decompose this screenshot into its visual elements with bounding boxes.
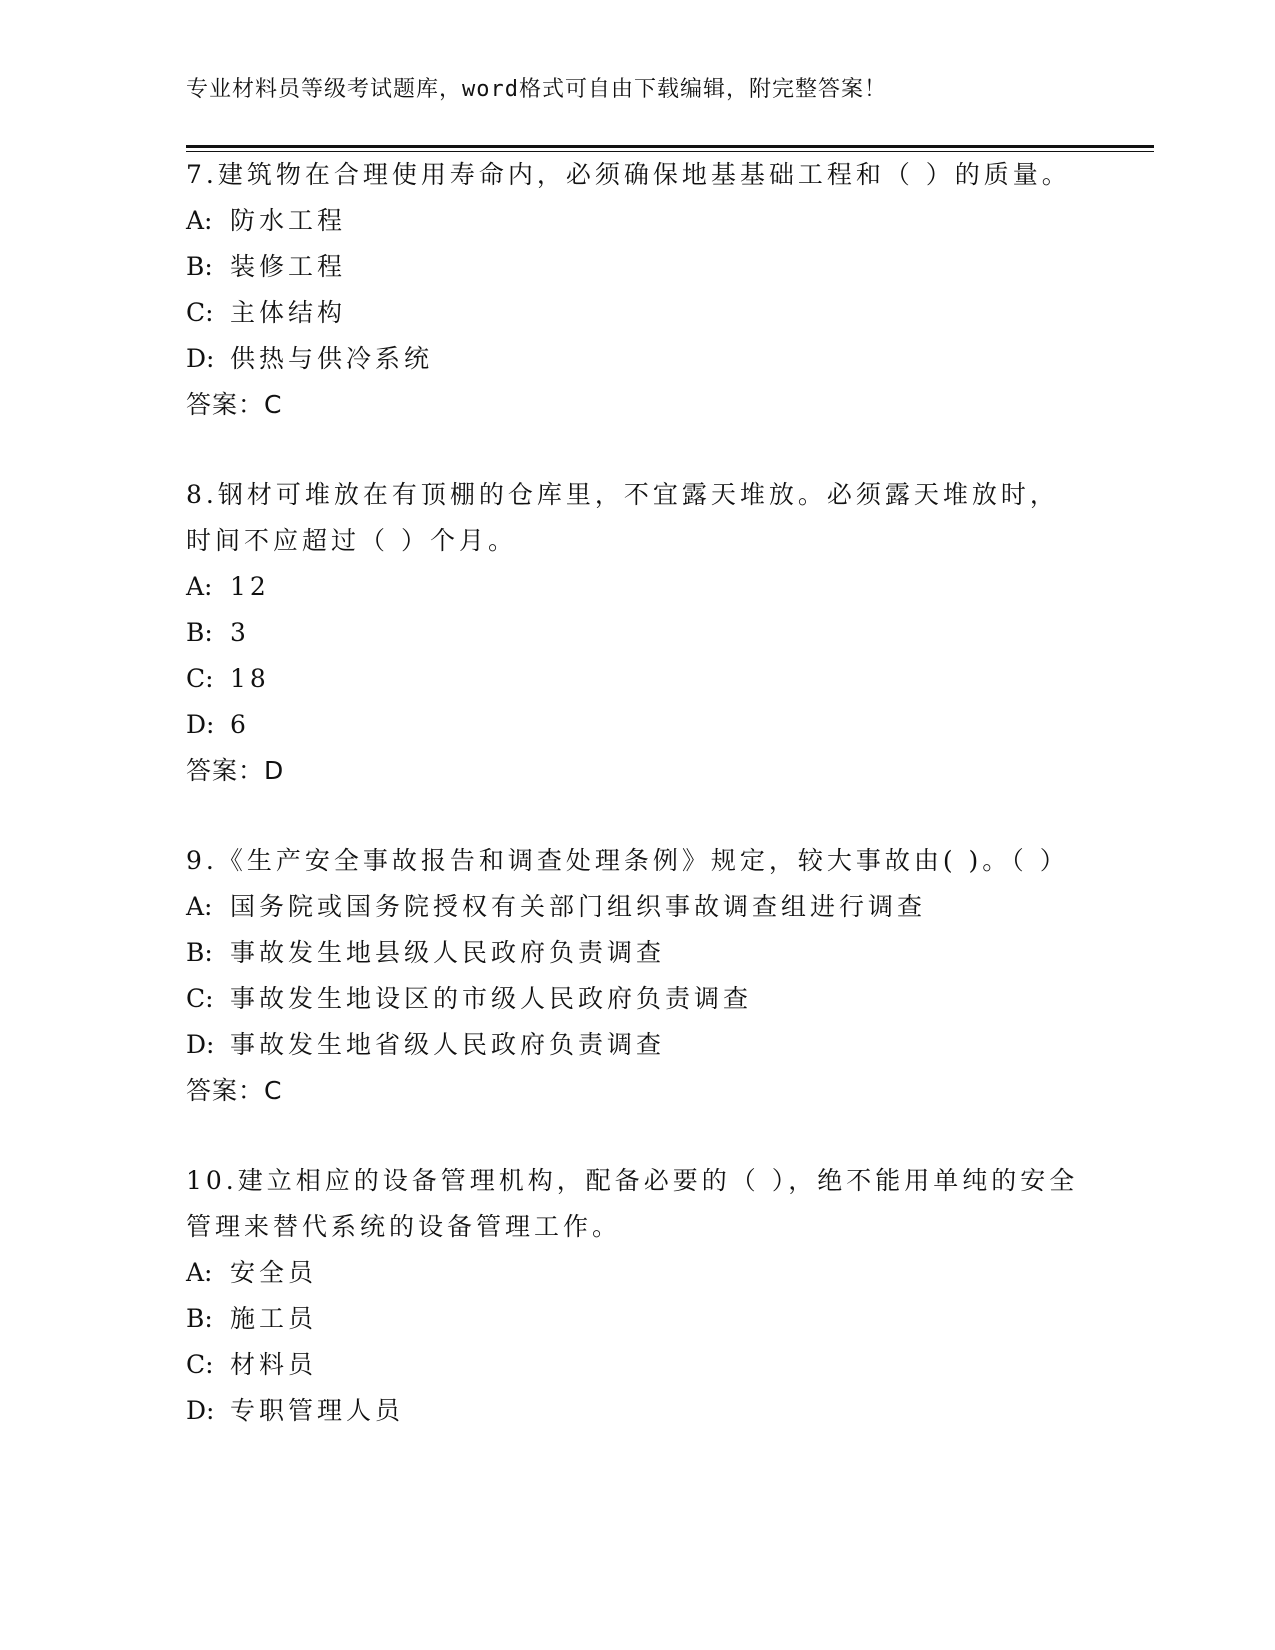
option-d [186, 1388, 1086, 1434]
option-letter: A: [186, 206, 213, 235]
option-c [186, 656, 1086, 702]
option-b [186, 244, 1086, 290]
option-letter: C: [186, 298, 214, 327]
spacer [186, 794, 1086, 838]
spacer [186, 428, 1086, 472]
header-rule-thick [186, 145, 1154, 148]
question-7 [186, 152, 1086, 428]
option-text: 专职管理人员 [230, 1396, 405, 1425]
page-header: 专业材料员等级考试题库，word格式可自由下载编辑，附完整答案！ [186, 77, 887, 102]
option-b [186, 930, 1086, 976]
option-text: 防水工程 [230, 206, 347, 235]
option-letter: B: [186, 938, 213, 967]
answer-label: 答案：C [186, 1076, 283, 1105]
option-letter: D: [186, 1396, 215, 1425]
answer-label: 答案：D [186, 756, 285, 785]
option-text: 事故发生地省级人民政府负责调查 [230, 1030, 666, 1059]
option-text: 6 [230, 710, 250, 739]
option-d [186, 702, 1086, 748]
option-text: 事故发生地设区的市级人民政府负责调查 [230, 984, 753, 1013]
option-letter: B: [186, 618, 213, 647]
option-c [186, 1342, 1086, 1388]
option-text: 施工员 [230, 1304, 318, 1333]
option-text: 装修工程 [230, 252, 347, 281]
option-b [186, 610, 1086, 656]
question-text: 7.建筑物在合理使用寿命内，必须确保地基基础工程和（ ）的质量。 [186, 160, 1071, 189]
option-letter: B: [186, 252, 213, 281]
option-letter: C: [186, 664, 214, 693]
option-text: 12 [230, 572, 270, 601]
option-a [186, 198, 1086, 244]
question-9 [186, 838, 1086, 1114]
option-letter: D: [186, 1030, 215, 1059]
option-text: 18 [230, 664, 270, 693]
option-text: 主体结构 [230, 298, 347, 327]
spacer [186, 1114, 1086, 1158]
option-text: 材料员 [230, 1350, 318, 1379]
question-8 [186, 472, 1086, 794]
question-10 [186, 1158, 1086, 1434]
question-text: 8.钢材可堆放在有顶棚的仓库里，不宜露天堆放。必须露天堆放时，时间不应超过（ ）个月。 [186, 480, 1059, 555]
option-text: 3 [230, 618, 250, 647]
option-a [186, 1250, 1086, 1296]
option-letter: D: [186, 344, 215, 373]
option-letter: C: [186, 1350, 214, 1379]
option-letter: B: [186, 1304, 213, 1333]
option-c [186, 976, 1086, 1022]
option-text: 安全员 [230, 1258, 318, 1287]
option-d [186, 1022, 1086, 1068]
option-d [186, 336, 1086, 382]
option-text: 供热与供冷系统 [230, 344, 434, 373]
option-letter: A: [186, 1258, 213, 1287]
option-c [186, 290, 1086, 336]
option-a [186, 564, 1086, 610]
option-a [186, 884, 1086, 930]
option-letter: D: [186, 710, 215, 739]
question-text: 9.《生产安全事故报告和调查处理条例》规定，较大事故由( )。（ ） [186, 846, 1069, 875]
option-letter: A: [186, 572, 213, 601]
answer-label: 答案：C [186, 390, 283, 419]
question-list [186, 152, 1086, 1434]
question-text: 10.建立相应的设备管理机构，配备必要的（ ），绝不能用单纯的安全管理来替代系统的设备管理工作。 [186, 1166, 1079, 1241]
option-text: 事故发生地县级人民政府负责调查 [230, 938, 666, 967]
option-letter: A: [186, 892, 213, 921]
option-letter: C: [186, 984, 214, 1013]
option-text: 国务院或国务院授权有关部门组织事故调查组进行调查 [230, 892, 927, 921]
option-b [186, 1296, 1086, 1342]
